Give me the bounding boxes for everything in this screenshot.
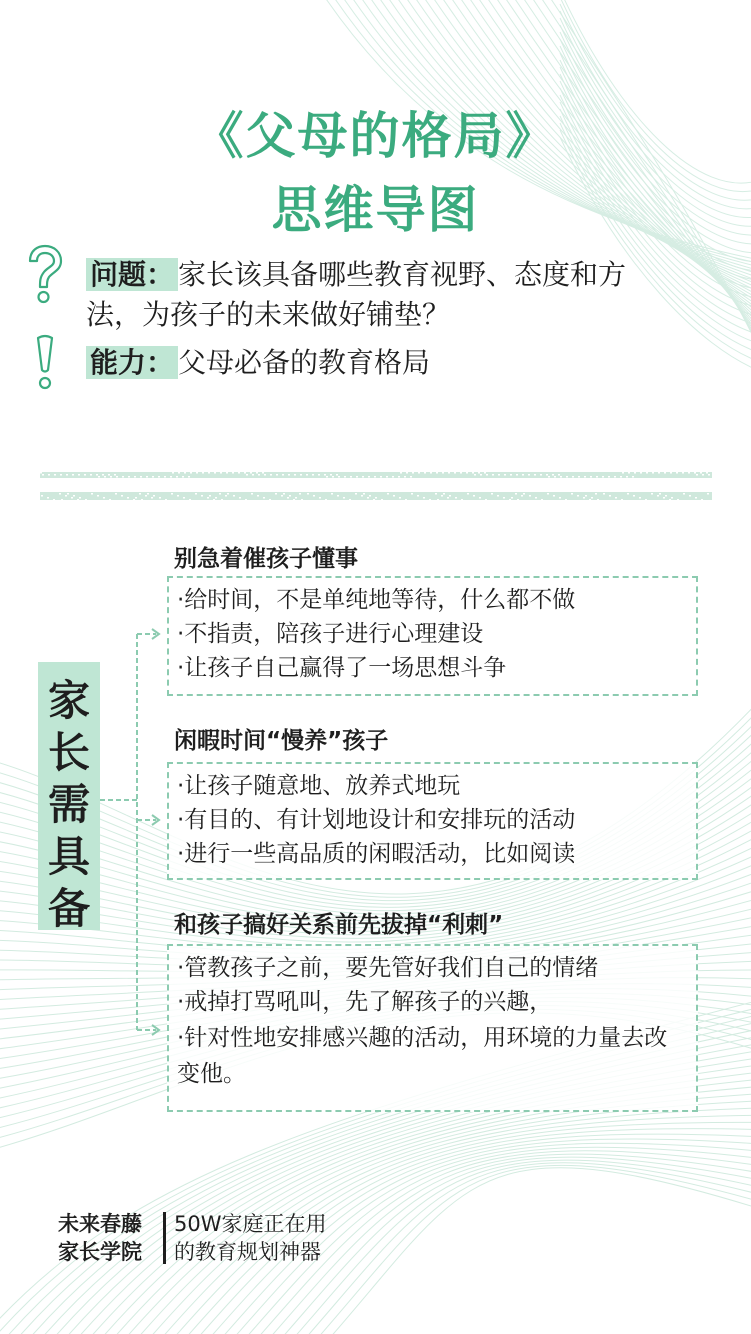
branch-box-2 — [167, 762, 698, 880]
brand-name — [58, 1210, 142, 1266]
brand-line-1: 未来春藤 — [58, 1212, 142, 1236]
title-line-1: 《父母的格局》 — [193, 107, 558, 165]
branch-item: ·有目的、有计划地设计和安排玩的活动 — [177, 807, 576, 833]
branch-item: ·让孩子自己赢得了一场思想斗争 — [177, 655, 507, 681]
slogan-line-1: 50W家庭正在用 — [174, 1212, 327, 1236]
section-divider — [40, 470, 712, 504]
central-label-char: 具 — [47, 832, 90, 881]
branch-title-1: 别急着催孩子懂事 — [174, 546, 358, 572]
question-text-line2: 法，为孩子的未来做好铺垫？ — [86, 298, 451, 331]
question-label: 问题： — [86, 258, 178, 291]
ability-text: 父母必备的教育格局 — [178, 346, 431, 379]
branch-item: ·不指责，陪孩子进行心理建设 — [177, 621, 484, 647]
footer-separator — [163, 1212, 166, 1264]
central-label-char: 备 — [47, 884, 90, 933]
central-label-char: 家 — [47, 676, 90, 725]
exclamation-mark-icon — [30, 334, 60, 394]
central-topic-label — [38, 662, 100, 933]
brand-slogan — [174, 1210, 327, 1266]
central-label-char: 长 — [47, 728, 90, 777]
question-text: 家长该具备哪些教育视野、态度和方 — [178, 258, 627, 291]
central-label-char: 需 — [47, 780, 90, 829]
branch-title-3: 和孩子搞好关系前先拔掉“利刺” — [174, 912, 504, 938]
branch-title-2: 闲暇时间“慢养”孩子 — [174, 728, 389, 754]
branch-item: ·针对性地安排感兴趣的活动，用环境的力量去改变他。 — [177, 1025, 668, 1087]
question-mark-icon — [24, 244, 64, 306]
title-line-2: 思维导图 — [271, 181, 480, 239]
brand-line-2: 家长学院 — [58, 1240, 142, 1264]
branch-item: ·管教孩子之前，要先管好我们自己的情绪 — [177, 955, 599, 981]
branch-box-3 — [167, 944, 698, 1112]
ability-label: 能力： — [86, 346, 178, 379]
slogan-line-2: 的教育规划神器 — [174, 1240, 321, 1264]
branch-connectors — [100, 620, 170, 1040]
branch-box-1 — [167, 576, 698, 696]
branch-item: ·戒掉打骂吼叫，先了解孩子的兴趣， — [177, 989, 553, 1015]
branch-item: ·给时间，不是单纯地等待，什么都不做 — [177, 587, 576, 613]
branch-item: ·让孩子随意地、放养式地玩 — [177, 773, 461, 799]
branch-item: ·进行一些高品质的闲暇活动，比如阅读 — [177, 841, 576, 867]
